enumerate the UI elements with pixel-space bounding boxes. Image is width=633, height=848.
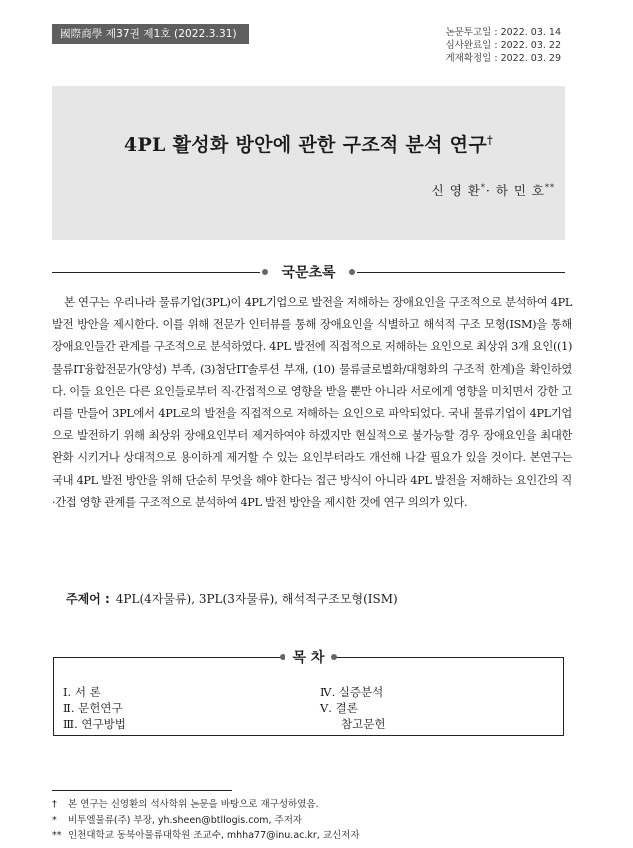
keywords: [66, 590, 398, 607]
toc-heading-rule: [52, 650, 565, 664]
keywords-label: 주제어 :: [66, 592, 110, 606]
abstract-heading: 국문초록: [281, 265, 336, 281]
footnotes: [52, 797, 360, 844]
journal-badge: 國際商學 제37권 제1호 (2022.3.31): [52, 24, 249, 44]
author-first-mark: *: [480, 182, 486, 192]
toc-right-column: [320, 684, 385, 732]
date-accepted: 게재확정일 : 2022. 03. 29: [445, 53, 561, 64]
footnote: * 비투엘물류(주) 부장, yh.sheen@btllogis.com, 주저자: [52, 814, 303, 826]
footnote-rule: [52, 790, 232, 791]
toc-heading: 목 차: [52, 647, 565, 667]
toc-item[interactable]: 참고문헌: [341, 717, 386, 731]
title-box: [52, 86, 565, 240]
author-first: 신 영 환: [431, 183, 481, 198]
toc-item[interactable]: Ⅳ. 실증분석: [320, 685, 384, 699]
toc-item[interactable]: Ⅰ. 서 론: [63, 685, 101, 699]
paper-title: 4PL 활성화 방안에 관한 구조적 분석 연구†: [123, 133, 494, 156]
author-second: 하 민 호: [495, 183, 545, 198]
toc-left-column: [63, 684, 126, 732]
toc-item[interactable]: Ⅲ. 연구방법: [63, 717, 126, 731]
keywords-value: 4PL(4자물류), 3PL(3자물류), 해석적구조모형(ISM): [115, 592, 398, 606]
toc-item[interactable]: Ⅴ. 결론: [320, 701, 358, 715]
date-submitted: 논문투고일 : 2022. 03. 14: [445, 27, 561, 38]
abstract-heading-rule: [52, 265, 565, 279]
footnote: † 본 연구는 신영환의 석사학위 논문을 바탕으로 재구성하였음.: [52, 799, 319, 810]
title-footnote-mark: †: [487, 133, 494, 147]
toc-box: [53, 657, 564, 736]
author-second-mark: **: [545, 182, 555, 192]
abstract-body: 본 연구는 우리나라 물류기업(3PL)이 4PL기업으로 발전을 저해하는 장애요인을 구조적으로 분석하여 4PL 발전 방안을 제시한다. 이를 위해 전문가 인터뷰를 통해 장애요인을 식별하고 해석적 구조 모형(ISM)을 통해 장애요인들간 관계를 구조적으로 분석하였다. 4PL 발전에 직접적으로 저해하는 요인으로 최상위 3개 요인((1)물류IT융합전문가(양성) 부족, (3)첨단IT솔루션 부재, (10) 물류글로벌화/대형화의 구조적 한계)을 확인하였다. 이들 요인은 다른 요인들로부터 직·간접적으로 영향을 받을 뿐만 아니라 서로에게 영향을 미치면서 강한 고리를 만들어 3PL에서 4PL로의 발전을 직접적으로 저해하는 요인으로 파악되었다. 국내 물류기업이 4PL기업으로 발전하기 위해 최상위 장애요인부터 제거하여야 하겠지만 현실적으로 불가능할 경우 장애요인을 최대한 완화 시키거나 상대적으로 용이하게 제거할 수 있는 요인부터라도 개선해 나갈 필요가 있을 것이다. 본연구는 국내 4PL 발전 방안을 위해 단순히 무엇을 해야 한다는 접근 방식이 아니라 4PL 발전을 저해하는 요인간의 직·간접 영향 관계를 구조적으로 분석하여 4PL 발전 방안을 제시한 것에 연구 의의가 있다.: [52, 296, 572, 509]
toc-item[interactable]: Ⅱ. 문헌연구: [63, 701, 123, 715]
authors: [432, 181, 555, 199]
footnote: ** 인천대학교 동북아물류대학원 조교수, mhha77@inu.ac.kr, 교신저자: [52, 830, 360, 841]
author-separator: ·: [485, 183, 496, 198]
submission-dates: [445, 26, 561, 65]
date-reviewed: 심사완료일 : 2022. 03. 22: [445, 40, 561, 51]
